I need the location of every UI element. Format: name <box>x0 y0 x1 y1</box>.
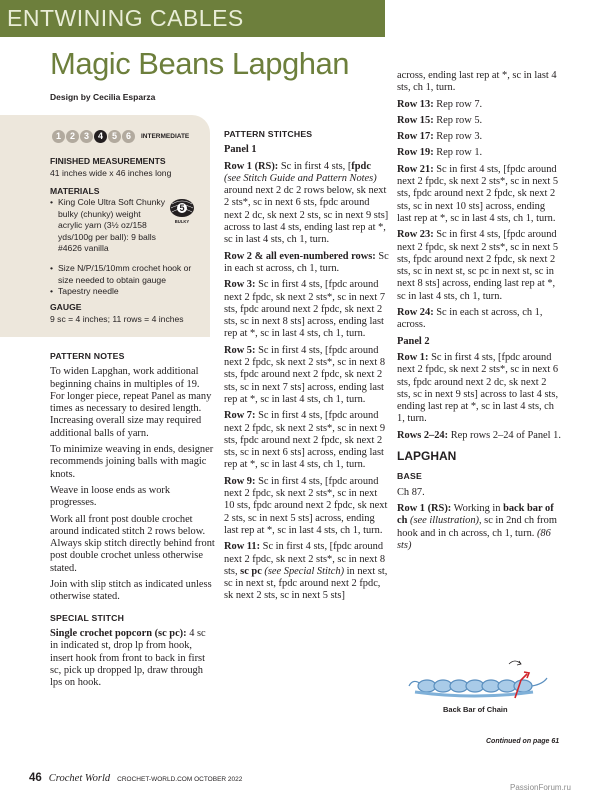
special-stitch: Single crochet popcorn (sc pc): 4 sc in indicated st, drop lp from hook, insert hook from front to back in first sc, pick up dropped lp, draw through lps on hook. <box>50 627 206 689</box>
materials <box>50 186 168 198</box>
footer-url-date: CROCHET-WORLD.COM OCTOBER 2022 <box>117 776 243 783</box>
row-5: Row 5: Sc in first 4 sts, [fpdc around next 2 fpdc, sk next 2 sts*, sc in next 8 sts, fpdc around next 2 fpdc, sk next 2 sts, sc in next 7 sts] across, ending last rep at *, sc in last 4 sts, ch 1, turn. <box>224 344 386 405</box>
skill-level-3: 3 <box>80 130 93 143</box>
pattern-notes-heading: PATTERN NOTES <box>50 351 125 361</box>
skill-level <box>52 130 189 143</box>
materials-item-needle: • Tapestry needle <box>50 286 200 298</box>
gauge-heading: GAUGE <box>50 302 82 312</box>
row-21: Row 21: Sc in first 4 sts, [fpdc around next 2 fpdc, sk next 2 sts*, sc in next 5 sts, fpdc around next 2 fpdc, sk next 2 sts, sc in next 10 sts] across, ending last rep at *, sc in last 4 sts, ch 1, turn. <box>397 163 559 224</box>
panel-2-rows-2-24: Rows 2–24: Rep rows 2–24 of Panel 1. <box>397 429 561 441</box>
gauge <box>50 302 200 325</box>
svg-text:BULKY: BULKY <box>174 219 190 224</box>
page-title: Magic Beans Lapghan <box>50 46 350 81</box>
magazine-name: Crochet World <box>48 773 111 784</box>
panel-1-heading: Panel 1 <box>224 144 257 156</box>
base-heading: BASE <box>397 471 422 482</box>
skill-level-5: 5 <box>108 130 121 143</box>
row-15: Row 15: Rep row 5. <box>397 114 483 126</box>
continued-note: Continued on page 61 <box>486 738 560 745</box>
watermark: PassionForum.ru <box>510 783 571 792</box>
column-1 <box>50 350 215 693</box>
row-24: Row 24: Sc in each st across, ch 1, across. <box>397 307 543 331</box>
section-banner <box>0 0 385 37</box>
base-row-1: Row 1 (RS): Working in back bar of ch (see illustration), sc in 2nd ch from hook and in ch across, ch 1, turn. (86 sts) <box>397 502 557 551</box>
special-stitch-heading: SPECIAL STITCH <box>50 612 125 623</box>
skill-level-6: 6 <box>122 130 135 143</box>
section-title: ENTWINING CABLES <box>7 5 244 31</box>
row-13: Row 13: Rep row 7. <box>397 98 483 110</box>
row-19: Row 19: Rep row 1. <box>397 147 483 159</box>
note-2: To minimize weaving in ends, designer recommends joining balls with magic knots. <box>50 444 214 480</box>
page-number: 46 <box>29 772 42 784</box>
row-17: Row 17: Rep row 3. <box>397 131 483 143</box>
row-3: Row 3: Sc in first 4 sts, [fpdc around next 2 fpdc, sk next 2 sts*, sc in next 7 sts, fpdc around next 2 fpdc, sk next 2 sts, sc in next 8 sts] across, ending last rep at *, sc in last 4 sts, ch 1, turn. <box>224 279 386 340</box>
row-1: Row 1 (RS): Sc in first 4 sts, [fpdc (see Stitch Guide and Pattern Notes) around next 2 dc 2 rows below, sk next 2 sts*, sc in next 6 sts, fpdc around next 2 dc, sk next 2 sts, sc in next 9 sts] across to last 4 sts, ending last rep at *, sc in last 4 sts, ch 1, turn. <box>224 160 389 246</box>
row-7: Row 7: Sc in first 4 sts, [fpdc around next 2 fpdc, sk next 2 sts*, sc in next 9 sts, fpdc around next 2 fpdc, sk next 2 sts, sc in next 6 sts] across, ending last rep at *, sc in last 4 sts, ch 1, turn. <box>224 410 386 471</box>
note-3: Weave in loose ends as work progresses. <box>50 484 171 509</box>
lapghan-heading: LAPGHAN <box>397 449 457 464</box>
note-5: Join with slip stitch as indicated unless otherwise stated. <box>50 579 212 603</box>
note-4: Work all front post double crochet around indicated stitch 2 rows below. Always skip stitch directly behind front post double crochet unless otherwise stated. <box>50 513 215 574</box>
column-3 <box>397 70 562 556</box>
back-bar-chain-illustration <box>405 654 555 708</box>
row-11: Row 11: Sc in first 4 sts, [fpdc around next 2 fpdc, sk next 2 sts*, sc in next 8 sts, sc pc (see Special Stitch) in next st, sc in next st, fpdc around next 2 fpdc, sk next 2 sts, sc in next 5 sts] <box>224 541 388 602</box>
materials-item-hook: • Size N/P/15/10mm crochet hook or size needed to obtain gauge <box>50 263 200 286</box>
row-9: Row 9: Sc in first 4 sts, [fpdc around next 2 fpdc, sk next 2 sts*, sc in next 10 sts, fpdc around next 2 fpdc, sk next 2 sts, sc in next 5 sts] across, ending last rep at *, sc in last 4 sts, ch 1, turn. <box>224 475 388 536</box>
gauge-text: 9 sc = 4 inches; 11 rows = 4 inches <box>50 313 184 324</box>
base-chain: Ch 87. <box>397 486 425 498</box>
panel-2-row-1: Row 1: Sc in first 4 sts, [fpdc around next 2 fpdc, sk next 2 sts*, sc in next 6 sts, fpdc around next 2 dc, sk next 2 sts, sc in next 9 sts] across to last 4 sts, ending last rep at *, sc in last 4 sts, ch 1, turn. <box>397 351 559 425</box>
bulky-yarn-icon <box>168 198 196 224</box>
row-2-even: Row 2 & all even-numbered rows: Sc in each st across, ch 1, turn. <box>224 250 389 274</box>
panel-2-heading: Panel 2 <box>397 335 430 347</box>
column-2 <box>224 128 389 607</box>
row-23: Row 23: Sc in first 4 sts, [fpdc around next 2 fpdc, sk next 2 sts*, sc in next 5 sts, fpdc around next 2 fpdc, sk next 2 sts, sc in next st, sc pc in next st, sc in next 8 sts] across, ending last rep at *, sc in last 4 sts, ch 1, turn. <box>397 229 559 302</box>
materials-list-rest <box>50 263 200 298</box>
materials-item-yarn: • King Cole Ultra Soft Chunky bulky (chunky) weight acrylic yarn (3½ oz/158 yds/100g per ball): 9 balls #4626 vanilla <box>50 197 166 255</box>
finished-text: 41 inches wide x 46 inches long <box>50 167 172 178</box>
skill-level-1: 1 <box>52 130 65 143</box>
finished-measurements <box>50 156 200 179</box>
skill-level-label: INTERMEDIATE <box>141 133 190 140</box>
row-11-continued: across, ending last rep at *, sc in last 4 sts, ch 1, turn. <box>397 70 557 94</box>
materials-heading: MATERIALS <box>50 186 100 196</box>
footer <box>29 768 242 786</box>
skill-level-2: 2 <box>66 130 79 143</box>
finished-heading: FINISHED MEASUREMENTS <box>50 156 166 166</box>
illustration-caption: Back Bar of Chain <box>443 705 508 714</box>
note-1: To widen Lapghan, work additional beginning chains in multiples of 19. For longer piece, repeat Panel as many times as necessary to desired length. Increasing overall size may required additional balls of yarn. <box>50 366 212 439</box>
svg-text:5: 5 <box>179 203 185 214</box>
skill-level-4-active: 4 <box>94 130 107 143</box>
pattern-stitches-heading: PATTERN STITCHES <box>224 129 313 139</box>
byline: Design by Cecilia Esparza <box>50 92 156 102</box>
